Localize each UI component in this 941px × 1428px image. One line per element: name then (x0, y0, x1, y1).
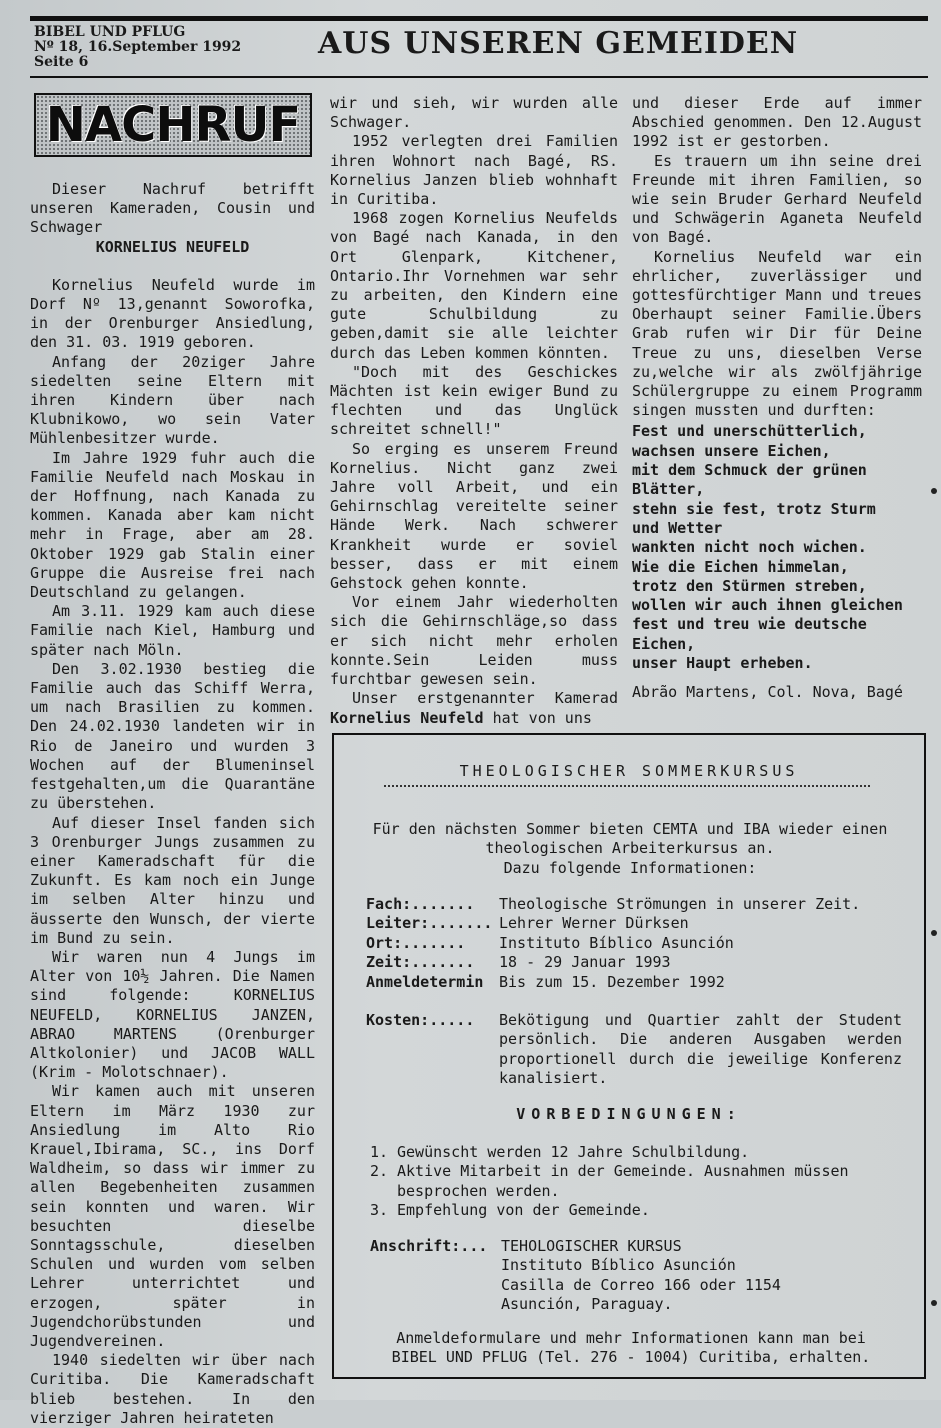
poem-line: trotz den Stürmen streben, (632, 576, 867, 595)
paragraph: Am 3.11. 1929 kam auch diese Familie nach Kiel, Hamburg und später nach Möln. (30, 602, 315, 659)
detail-value: 18 - 29 Januar 1993 (499, 953, 671, 972)
poem-line: wollen wir auch ihnen gleichen (632, 596, 903, 615)
footer-line: BIBEL UND PFLUG (Tel. 276 - 1004) Curitiba, erhalten. (391, 1348, 871, 1367)
detail-label: Leiter:....... (366, 914, 493, 933)
masthead-rule (30, 76, 928, 78)
publication-name: BIBEL UND PFLUG (34, 24, 186, 40)
prereq-item (370, 1143, 900, 1162)
paragraph: Anfang der 20ziger Jahre siedelten seine Eltern mit ihren Kindern über nach Klubnikowo, wo sein Vater Mühlenbesitzer wurde. (30, 352, 315, 448)
address-label: Anschrift:... (370, 1237, 488, 1255)
poem-line: unser Haupt erheben. (632, 654, 813, 673)
detail-value: Lehrer Werner Dürksen (499, 914, 689, 933)
prereq-text: Gewünscht werden 12 Jahre Schulbildung. (397, 1143, 750, 1161)
deceased-name-bold: Kornelius Neufeld (330, 708, 484, 727)
paragraph: Im Jahre 1929 fuhr auch die Familie Neufeld nach Moskau in der Hoffnung, nach Kanada zu kommen. Kanada aber kam nicht mehr in Frage, aber am 28. Oktober 1929 gab Stalin einer Gruppe die Ausreise frei nach Deutschland zu gelangen. (30, 448, 315, 602)
costs-label: Kosten:..... (366, 1011, 475, 1029)
poem-line: Eichen, (632, 634, 696, 653)
heading-underline (384, 781, 870, 787)
paragraph: Auf dieser Insel fanden sich 3 Orenburger Jungs zusammen zu einer Kameradschaft für die Zukunft. Es kam noch ein Junge im selben Alter hinzu und äusserte den Wunsch, der vierte im Bund zu sein. (30, 813, 315, 947)
paragraph: Kornelius Neufeld wurde im Dorf Nº 13,genannt Soworofka, in der Orenburger Ansiedlung, den 31. 03. 1919 geboren. (30, 275, 315, 352)
intro-line: theologischen Arbeiterkursus an. (485, 839, 775, 858)
paragraph: 1952 verlegten drei Familien ihren Wohnort nach Bagé, RS. Kornelius Janzen blieb wohnhaft in Curitiba. (330, 132, 618, 209)
costs-text: Bekötigung und Quartier zahlt der Student persönlich. Die anderen Ausgaben werden proportionell durch die jeweilige Konferenz kanalisiert. (499, 1011, 902, 1088)
paragraph: Wir waren nun 4 Jungs im Alter von 10½ Jahren. Die Namen sind folgende: KORNELIUS NEUFELD, KORNELIUS JANZEN, ABRAO MARTENS (Orenburger Altkolonier) und JACOB WALL (Krim - Molotschnaer). (30, 947, 315, 1082)
detail-value: Theologische Strömungen in unserer Zeit. (499, 895, 861, 913)
address-line: TEHOLOGISCHER KURSUS (501, 1237, 682, 1255)
kursus-details (366, 895, 860, 992)
address-line: Casilla de Correo 166 oder 1154 (501, 1275, 781, 1294)
poem-line: wachsen unsere Eichen, (632, 441, 831, 460)
prereq-number: 3. (370, 1201, 389, 1220)
poem-line: fest und treu wie deutsche (632, 615, 867, 634)
prereq-text: Aktive Mitarbeit in der Gemeinde. Ausnahmen müssen besprochen werden. (397, 1162, 849, 1200)
prereq-list (370, 1143, 900, 1221)
punch-hole (931, 488, 937, 494)
paragraph: und dieser Erde auf immer Abschied genommen. Den 12.August 1992 ist er gestorben. (632, 94, 922, 151)
poem-line: Blätter, (632, 480, 705, 499)
paragraph: Kornelius Neufeld war ein ehrlicher, zuverlässiger und gottesfürchtiger Mann und treues Oberhaupt seiner Familie.Übers Grab rufen wir Dir für Deine Treue zu uns, dieselben Verse zu,welche wir als zwölfjährige Schülergruppe zu einem Programm singen mussten und durften: (632, 247, 922, 420)
paragraph (330, 689, 618, 727)
poem-line: stehn sie fest, trotz Sturm (632, 499, 876, 518)
poem-line: wankten nicht noch wichen. (632, 538, 867, 557)
top-rule (30, 16, 928, 21)
paragraph: Vor einem Jahr wiederholten sich die Gehirnschläge,so dass er sich nicht mehr erholen konnte.Sein Leiden muss furchtbar gewesen sein. (330, 593, 618, 689)
address-lines (501, 1237, 781, 1315)
obituary-column-1 (30, 180, 315, 1428)
prereq-text: Empfehlung von der Gemeinde. (397, 1201, 650, 1220)
prereq-heading: VORBEDINGUNGEN: (516, 1105, 742, 1123)
punch-hole (931, 1300, 937, 1306)
detail-row (366, 934, 860, 953)
paragraph: wir und sieh, wir wurden alle Schwager. (330, 94, 618, 132)
paragraph: Wir kamen auch mit unseren Eltern im März 1930 zur Ansiedlung im Alto Rio Krauel,Ibirama, SC., ins Dorf Waldheim, so dass wir immer zu allen Begebenheiten zusammen sein konnten und waren. Wir besuchten dieselbe Sonntagsschule, dieselben Schulen und wurden vom selben Lehrer unterrichtet und erzogen, später in Jugendchorübstunden und Jugendvereinen. (30, 1082, 315, 1350)
prereq-item (370, 1162, 900, 1201)
detail-label: Ort:....... (366, 933, 466, 952)
obituary-column-3 (632, 94, 922, 703)
prereq-number: 2. (370, 1162, 389, 1181)
kursus-intro (352, 820, 908, 878)
poem-line: mit dem Schmuck der grünen (632, 461, 867, 480)
quote-paragraph: "Doch mit des Geschickes Mächten ist kein ewiger Bund zu flechten und das Unglück schreitet schnell!" (330, 362, 618, 439)
poem (632, 422, 922, 673)
paragraph: So erging es unserem Freund Kornelius. Nicht ganz zwei Jahre voll Arbeit, und ein Gehirnschlag vereitelte seiner Hände Werk. Nach schwerer Krankheit wurde er soviel besser, dass er mit einem Gehstock gehen konnte. (330, 439, 618, 593)
deceased-name: KORNELIUS NEUFELD (95, 237, 250, 256)
punch-hole (931, 930, 937, 936)
nachruf-logo-text: NACHRUF (45, 97, 301, 153)
kursus-heading: THEOLOGISCHER SOMMERKURSUS (459, 762, 799, 780)
paragraph: 1968 zogen Kornelius Neufelds von Bagé nach Kanada, in den Ort Glenpark, Kitchener, Ontario.Ihr Vornehmen war sehr zu arbeiten, den Kindern eine gute Schulbildung zu geben,damit sie alle leichter durch das Leben kommen könnten. (330, 209, 618, 362)
detail-value: Bis zum 15. Dezember 1992 (499, 972, 725, 991)
paragraph-text: Unser erstgenannter Kamerad (352, 689, 618, 708)
detail-label: Anmeldetermin (366, 972, 484, 991)
page-number: Seite 6 (34, 54, 89, 70)
kursus-footer (354, 1329, 908, 1368)
prereq-item (370, 1201, 900, 1220)
intro-line: Dazu folgende Informationen: (503, 858, 757, 877)
section-title: AUS UNSEREN GEMEIDEN (318, 26, 799, 61)
detail-row (366, 895, 860, 914)
paragraph: Es trauern um ihn seine drei Freunde mit ihren Familien, so wie sein Bruder Gerhard Neufeld und Schwägerin Aganeta Neufeld von Bagé. (632, 151, 922, 247)
paragraph: Den 3.02.1930 bestieg die Familie auch das Schiff Werra, um nach Brasilien zu kommen. Den 24.02.1930 landeten wir in Rio de Janeiro und wurden 3 Wochen auf der Blumeninsel festgehalten,um die Quarantäne zu überstehen. (30, 659, 315, 813)
prereq-number: 1. (370, 1143, 389, 1161)
signature: Abrão Martens, Col. Nova, Bagé (632, 683, 903, 702)
obituary-column-2 (330, 94, 618, 728)
paragraph-text: hat von uns (492, 708, 592, 727)
detail-label: Fach:....... (366, 895, 475, 913)
poem-line: Fest und unerschütterlich, (632, 422, 867, 441)
detail-row (366, 973, 860, 992)
paragraph: Dieser Nachruf betrifft unseren Kameraden, Cousin und Schwager (30, 180, 315, 237)
detail-row (366, 953, 860, 972)
nachruf-logo (34, 93, 312, 157)
masthead-meta (34, 25, 294, 70)
paragraph: 1940 siedelten wir über nach Curitiba. Die Kameradschaft blieb bestehen. In den vierziger Jahren heirateten (30, 1351, 315, 1427)
detail-row (366, 914, 860, 933)
issue-date: Nº 18, 16.September 1992 (34, 39, 242, 55)
address-line: Instituto Bíblico Asunción (501, 1256, 736, 1275)
intro-line: Für den nächsten Sommer bieten CEMTA und IBA wieder einen (372, 820, 888, 838)
address-line: Asunción, Paraguay. (501, 1295, 673, 1314)
poem-line: Wie die Eichen himmelan, (632, 557, 849, 576)
detail-label: Zeit:....... (366, 953, 475, 972)
footer-line: Anmeldeformulare und mehr Informationen kann man bei (396, 1329, 866, 1347)
sommerkursus-box (332, 733, 926, 1379)
detail-value: Instituto Bíblico Asunción (499, 933, 734, 952)
poem-line: und Wetter (632, 518, 723, 537)
